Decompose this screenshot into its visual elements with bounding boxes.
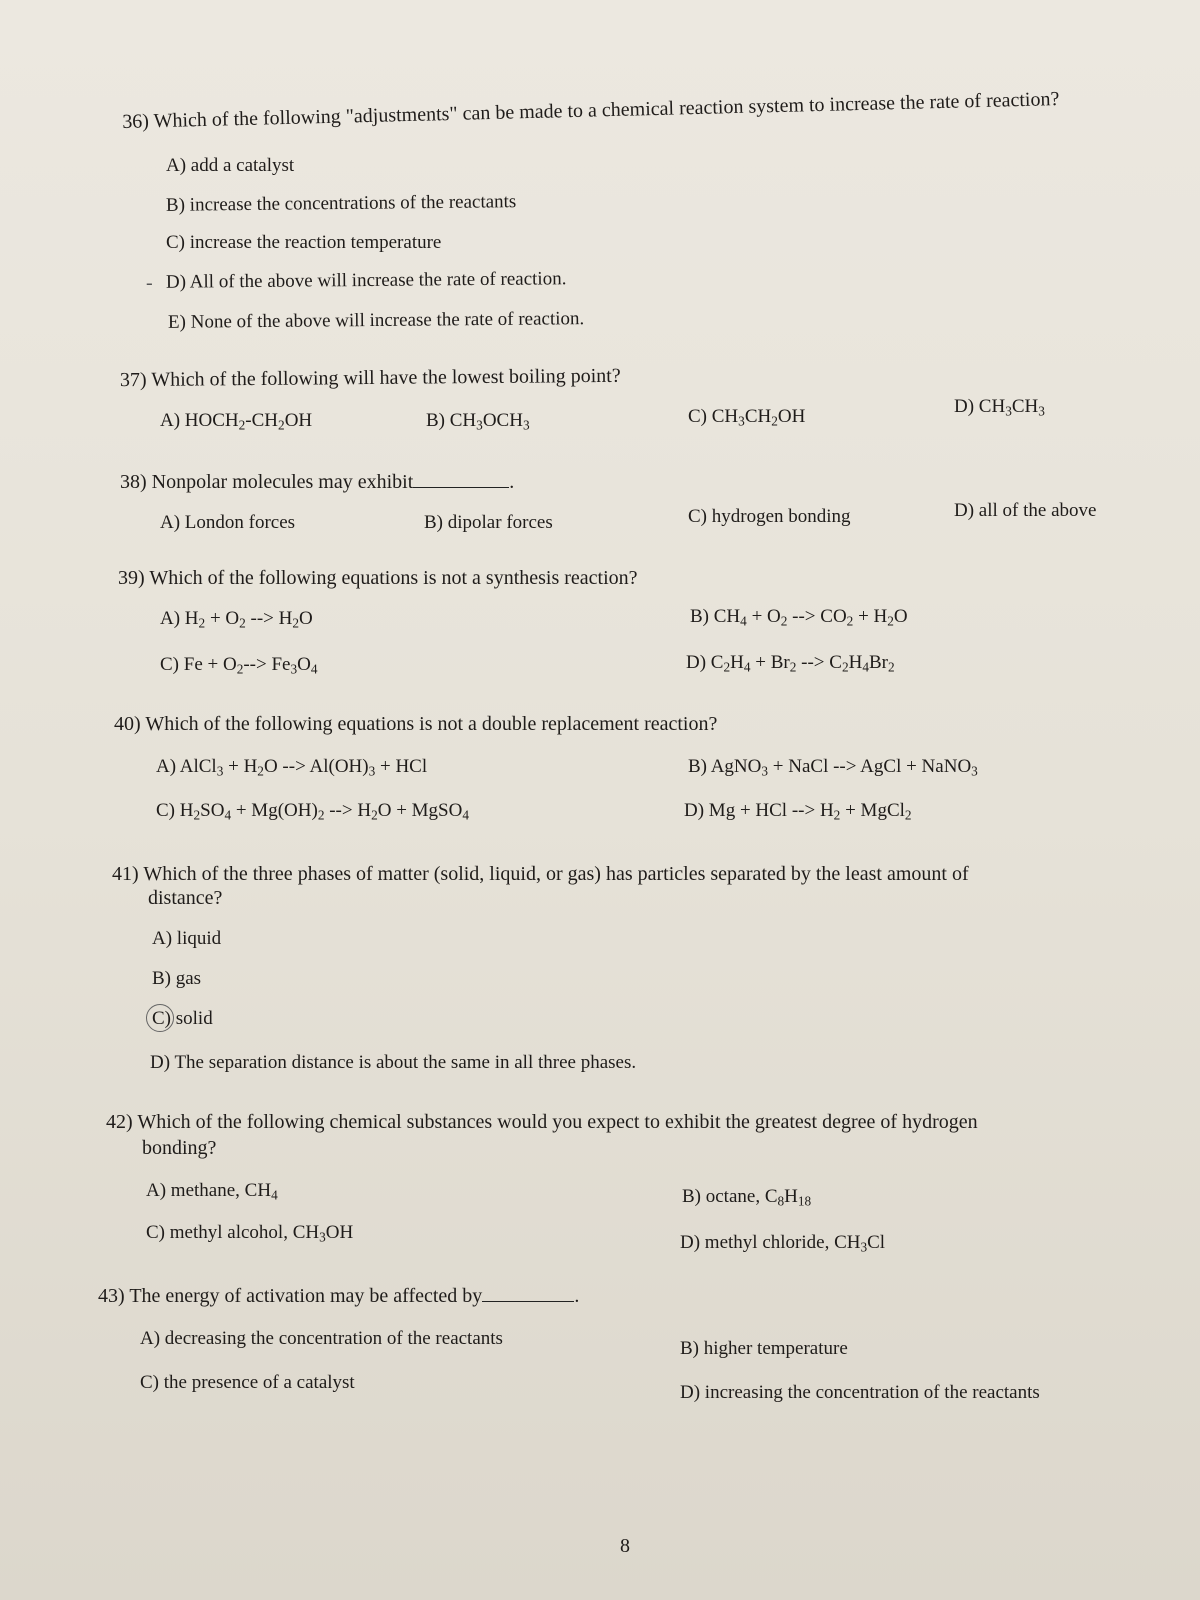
q42-option-d: D) methyl chloride, $CH_3Cl$ bbox=[680, 1232, 886, 1255]
question-42 bbox=[106, 1110, 978, 1134]
page-number: 8 bbox=[620, 1535, 630, 1557]
pen-mark: - bbox=[146, 272, 153, 294]
answer-blank bbox=[413, 473, 509, 488]
q42-option-c: C) methyl alcohol, $CH_3OH$ bbox=[146, 1222, 354, 1245]
question-text: Which of the following equations is not a double replacement reaction? bbox=[145, 713, 718, 735]
q43-option-c: C) the presence of a catalyst bbox=[140, 1372, 355, 1393]
question-text: Which of the following "adjustments" can be made to a chemical reaction system to increase the rate of reaction? bbox=[153, 88, 1060, 133]
answer-blank bbox=[482, 1287, 574, 1302]
question-text: Which of the three phases of matter (solid, liquid, or gas) has particles separated by the least amount of bbox=[143, 863, 969, 885]
question-36 bbox=[122, 87, 1060, 134]
q37-option-c: C) $CH_3CH_2OH$ bbox=[688, 406, 806, 429]
question-number: 43) bbox=[98, 1285, 125, 1307]
question-text: Nonpolar molecules may exhibit bbox=[151, 471, 414, 493]
q37-option-b: B) $CH_3OCH_3$ bbox=[426, 410, 530, 433]
q39-option-b: B) $CH_4 + O_2$ --> $CO_2 + H_2O$ bbox=[690, 606, 908, 629]
question-41 bbox=[112, 862, 969, 886]
q41-option-a: A) liquid bbox=[152, 928, 222, 949]
question-number: 41) bbox=[112, 863, 139, 885]
q36-option-a: A) add a catalyst bbox=[166, 155, 295, 176]
q43-option-b: B) higher temperature bbox=[680, 1338, 848, 1359]
q40-option-d: D) Mg + HCl --> $H_2$ + MgCl$_2$ bbox=[684, 800, 912, 823]
q40-option-b: B) AgNO$_3$ + NaCl --> AgCl + NaNO$_3$ bbox=[688, 756, 978, 779]
q43-option-a: A) decreasing the concentration of the reactants bbox=[140, 1328, 503, 1349]
question-text: Which of the following will have the lowest boiling point? bbox=[151, 364, 621, 391]
question-39 bbox=[118, 566, 638, 590]
question-43: 43) The energy of activation may be affected by . bbox=[98, 1285, 580, 1307]
question-38: 38) Nonpolar molecules may exhibit . bbox=[120, 471, 515, 493]
question-37 bbox=[120, 364, 621, 392]
q42-option-b: B) octane, $C_8H_{18}$ bbox=[682, 1186, 812, 1209]
question-text: Which of the following chemical substances would you expect to exhibit the greatest degree of hydrogen bbox=[137, 1111, 978, 1133]
question-number: 37) bbox=[119, 368, 147, 392]
question-number: 39) bbox=[118, 567, 145, 589]
q38-option-b: B) dipolar forces bbox=[424, 512, 553, 533]
q41-option-c: C) solid bbox=[152, 1008, 213, 1029]
q36-option-c: C) increase the reaction temperature bbox=[166, 232, 442, 253]
q37-option-d: D) $CH_3CH_3$ bbox=[954, 396, 1045, 419]
q39-option-a: A) $H_2 + O_2$ --> $H_2O$ bbox=[160, 608, 313, 631]
q38-option-a: A) London forces bbox=[160, 512, 296, 533]
q38-option-c: C) hydrogen bonding bbox=[688, 506, 851, 527]
question-41-continued: distance? bbox=[148, 887, 223, 909]
question-text: Which of the following equations is not a synthesis reaction? bbox=[149, 567, 638, 589]
question-number: 40) bbox=[114, 713, 141, 735]
question-42-continued: bonding? bbox=[142, 1137, 217, 1159]
q37-option-a: A) $HOCH_2-CH_2OH$ bbox=[160, 410, 313, 433]
question-text: The energy of activation may be affected by bbox=[129, 1285, 483, 1307]
question-number: 42) bbox=[106, 1111, 133, 1133]
q39-option-d: D) $C_2H_4 + Br_2$ --> $C_2H_4Br_2$ bbox=[686, 652, 895, 675]
question-number: 36) bbox=[122, 110, 150, 133]
q40-option-c: C) $H_2SO_4 + Mg(OH)_2$ --> $H_2O$ + MgSO$_4$ bbox=[156, 800, 469, 823]
q36-option-e: E) None of the above will increase the rate of reaction. bbox=[167, 308, 585, 333]
q39-option-c: C) $Fe + O_2--> Fe_3O_4$ bbox=[160, 654, 318, 677]
q43-option-d: D) increasing the concentration of the reactants bbox=[680, 1382, 1040, 1403]
q41-option-d: D) The separation distance is about the same in all three phases. bbox=[150, 1052, 637, 1073]
question-number: 38) bbox=[120, 471, 147, 493]
q40-option-a: A) AlCl$_3$ + $H_2O$ --> $Al(OH)_3$ + HCl bbox=[156, 756, 428, 779]
q42-option-a: A) methane, $CH_4$ bbox=[146, 1180, 278, 1203]
question-40 bbox=[114, 712, 717, 736]
q36-option-b: B) increase the concentrations of the reactants bbox=[165, 191, 517, 216]
q41-option-b: B) gas bbox=[152, 968, 202, 989]
q38-option-d: D) all of the above bbox=[954, 500, 1097, 521]
q36-option-d: D) All of the above will increase the rate of reaction. bbox=[165, 268, 567, 293]
